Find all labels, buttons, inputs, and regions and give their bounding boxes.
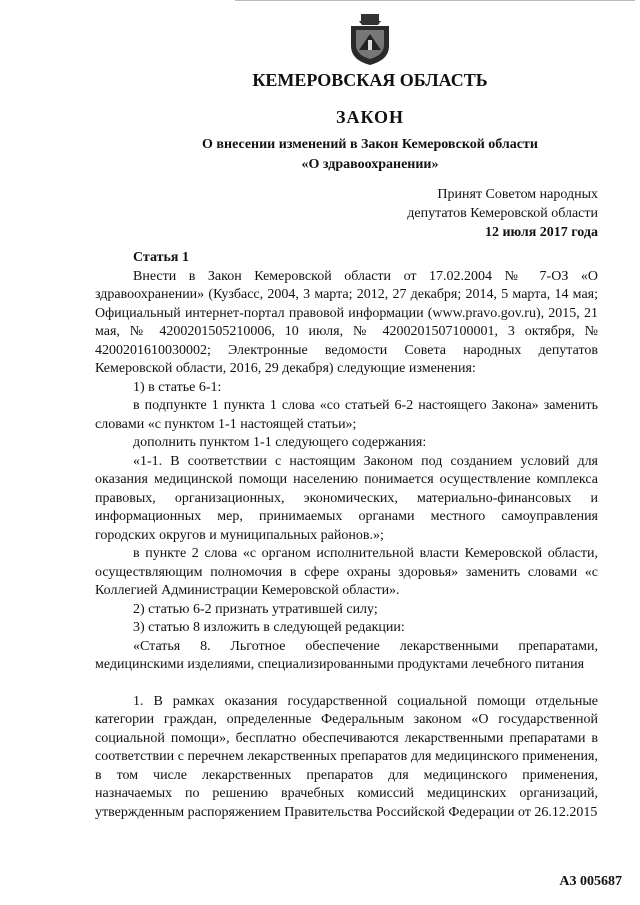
adoption-block — [407, 185, 598, 242]
paragraph: «1-1. В соответствии с настоящим Законом под созданием условий для оказания медицинской помощи населению понимается осуществление комплекса правовых, организационных, экономических, материально-финансовых и информационных мер, принимаемых органами местного самоуправления городских округов и муниципальных районов.»; — [95, 453, 598, 543]
paragraph: в пункте 2 слова «с органом исполнительной власти Кемеровской области, осуществляющим полномочия в сфере охраны здоровья» заменить словами «с Коллегией Администрации Кемеровской области». — [95, 546, 598, 598]
law-body — [95, 249, 598, 822]
article-title: Статья 1 — [133, 250, 189, 265]
paragraph: «Статья 8. Льготное обеспечение лекарственными препаратами, медицинскими изделиями, специализированными продуктами лечебного питания — [95, 638, 598, 672]
coat-of-arms-icon — [347, 12, 393, 66]
paragraph: в подпункте 1 пункта 1 слова «со статьей 6-2 настоящего Закона» заменить словами «с пунктом 1-1 настоящей статьи»; — [95, 398, 598, 432]
document-serial-code: А3 005687 — [559, 874, 622, 889]
paragraph: дополнить пунктом 1-1 следующего содержания: — [133, 435, 427, 450]
subtitle-line-2: «О здравоохранении» — [301, 157, 439, 172]
adoption-date: 12 июля 2017 года — [484, 225, 598, 240]
region-title: КЕМЕРОВСКАЯ ОБЛАСТЬ — [252, 70, 488, 90]
paragraph: Внести в Закон Кемеровской области от 17.02.2004 № 7-ОЗ «О здравоохранении» (Кузбасс, 2004, 3 марта; 2012, 27 декабря; 2014, 5 марта, 14 мая; Официальный интернет-портал правовой информации (www.pravo.gov.ru), 2015, 21 мая, № 4200201505210006, 10 июля, № 4200201507100001, 3 октября, № 4200201610030002; Электронные ведомости Совета народных депутатов Кемеровской области, 2016, 29 декабря) следующие изменения: — [95, 268, 598, 376]
adoption-line-2: депутатов Кемеровской области — [407, 206, 598, 221]
paragraph: 1) в статье 6-1: — [133, 379, 222, 395]
subtitle-line-1: О внесении изменений в Закон Кемеровской области — [202, 137, 538, 152]
document-type: ЗАКОН — [335, 107, 405, 127]
paragraph: 2) статью 6-2 признать утратившей силу; — [133, 601, 378, 617]
adoption-line-1: Принят Советом народных — [437, 187, 598, 202]
law-subtitle — [0, 135, 640, 175]
paragraph: 1. В рамках оказания государственной социальной помощи отдельные категории граждан, определенные Федеральным законом «О государственной социальной помощи», бесплатно обеспечиваются лекарственными препаратами в соответствии с перечнем лекарственных препаратов для медицинского применения, в том числе лекарственных препаратов для медицинского применения, назначаемых по решению врачебных комиссий медицинских организаций, утвержденным распоряжением Правительства Российской Федерации от 26.12.2015 — [95, 693, 598, 820]
scan-top-line — [235, 0, 635, 1]
paragraph: 3) статью 8 изложить в следующей редакции: — [133, 620, 405, 635]
